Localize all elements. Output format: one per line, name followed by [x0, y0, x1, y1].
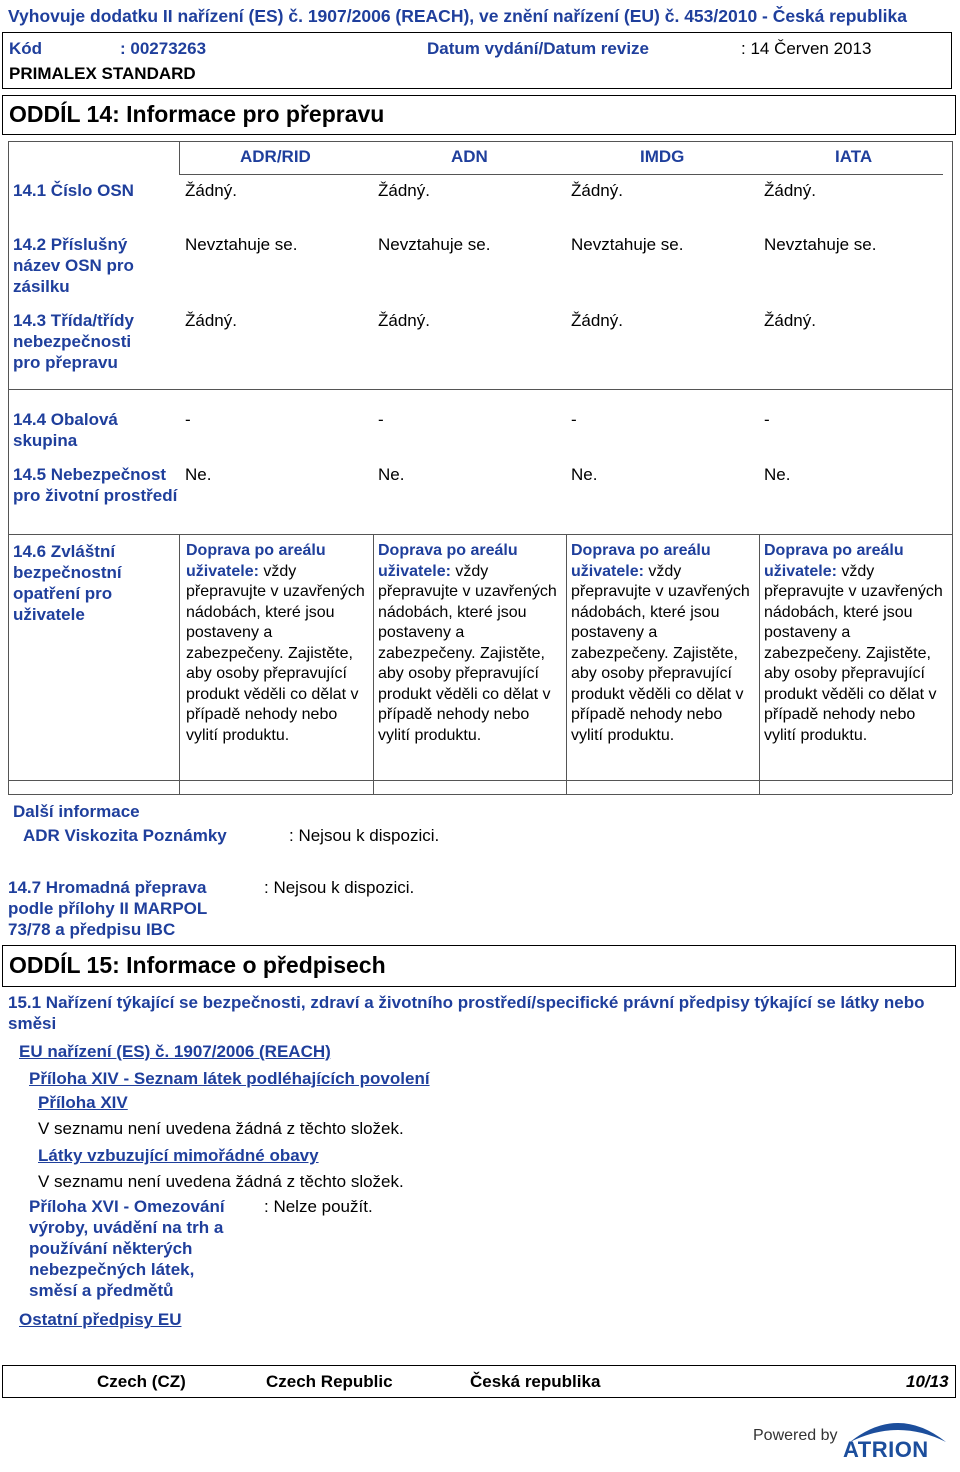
col-adr-rid: ADR/RID: [240, 147, 311, 166]
footer-country-en: Czech Republic: [266, 1372, 393, 1391]
cell-14-1-adn: Žádný.: [378, 181, 430, 200]
powered-by-text: Powered by: [753, 1427, 838, 1444]
footer-country-cz: Česká republika: [470, 1372, 601, 1391]
cell-14-1-imdg: Žádný.: [571, 181, 623, 200]
cell-14-6-adr-text: vždy přepravujte v uzavřených nádobách, které jsou postaveny a zabezpečeny. Zajistěte, aby osoby přepravující produkt věděli co dělat v případě nehody nebo vylití produktu.: [186, 562, 365, 744]
cell-14-2-adn: Nevztahuje se.: [378, 235, 491, 254]
cell-14-6-imdg: [571, 541, 753, 746]
adr-viscosity-label: ADR Viskozita Poznámky: [23, 826, 227, 845]
code-label: Kód: [9, 39, 43, 58]
cell-14-3-adr: Žádný.: [185, 311, 237, 330]
col-iata: IATA: [835, 147, 873, 166]
cell-14-3-imdg: Žádný.: [571, 311, 623, 330]
cell-14-5-iata: Ne.: [764, 465, 791, 484]
footer-language: Czech (CZ): [97, 1372, 186, 1391]
bulk-transport-value: : Nejsou k dispozici.: [264, 878, 415, 897]
cell-14-4-imdg: -: [571, 410, 577, 429]
annex-xvi-label: Příloha XVI - Omezování výroby, uvádění na trh a používání některých nebezpečných látek, směsí a předmětů: [29, 1197, 225, 1300]
row-label-14-5: 14.5 Nebezpečnost pro životní prostředí: [13, 465, 178, 505]
atrion-brand: ATRION: [843, 1437, 929, 1462]
cell-14-1-iata: Žádný.: [764, 181, 816, 200]
bulk-transport-label: 14.7 Hromadná přeprava podle přílohy II MARPOL 73/78 a předpisu IBC: [8, 878, 207, 939]
none-listed-1: V seznamu není uvedena žádná z těchto složek.: [38, 1119, 404, 1138]
row-label-14-3: 14.3 Třída/třídy nebezpečnosti pro přepravu: [13, 311, 134, 372]
cell-14-4-iata: -: [764, 410, 770, 429]
section15-title: ODDÍL 15: Informace o předpisech: [9, 952, 386, 978]
none-listed-2: V seznamu není uvedena žádná z těchto složek.: [38, 1172, 404, 1191]
cell-14-1-adr: Žádný.: [185, 181, 237, 200]
annex-xvi-value: : Nelze použít.: [264, 1197, 373, 1216]
cell-14-6-iata-bold: Doprava po areálu uživatele:: [764, 542, 904, 580]
cell-14-2-iata: Nevztahuje se.: [764, 235, 877, 254]
col-adn: ADN: [451, 147, 488, 166]
cell-14-6-adn-text: vždy přepravujte v uzavřených nádobách, které jsou postaveny a zabezpečeny. Zajistěte, aby osoby přepravující produkt věděli co dělat v případě nehody nebo vylití produktu.: [378, 562, 557, 744]
cell-14-5-imdg: Ne.: [571, 465, 598, 484]
cell-14-5-adr: Ne.: [185, 465, 212, 484]
eu-reach-heading: EU nařízení (ES) č. 1907/2006 (REACH): [19, 1042, 331, 1061]
cell-14-4-adr: -: [185, 410, 191, 429]
cell-14-6-iata-text: vždy přepravujte v uzavřených nádobách, které jsou postaveny a zabezpečeny. Zajistěte, aby osoby přepravující produkt věděli co dělat v případě nehody nebo vylití produktu.: [764, 562, 943, 744]
cell-14-3-iata: Žádný.: [764, 311, 816, 330]
footer-page: 10/13: [906, 1372, 949, 1391]
cell-14-5-adn: Ne.: [378, 465, 405, 484]
col-imdg: IMDG: [640, 147, 685, 166]
code-value: : 00273263: [120, 39, 207, 58]
annex-xiv-heading: Příloha XIV: [38, 1093, 128, 1112]
date-label: Datum vydání/Datum revize: [427, 39, 650, 58]
cell-14-6-adn-bold: Doprava po areálu uživatele:: [378, 542, 518, 580]
cell-14-2-imdg: Nevztahuje se.: [571, 235, 684, 254]
date-value: : 14 Červen 2013: [741, 39, 872, 58]
cell-14-3-adn: Žádný.: [378, 311, 430, 330]
adr-viscosity-value: : Nejsou k dispozici.: [289, 826, 440, 845]
further-info-label: Další informace: [13, 802, 140, 821]
other-eu-heading: Ostatní předpisy EU: [19, 1310, 182, 1329]
cell-14-4-adn: -: [378, 410, 384, 429]
regulation-header: Vyhovuje dodatku II nařízení (ES) č. 1907/2006 (REACH), ve znění nařízení (EU) č. 453/2010 - Česká republika: [8, 6, 907, 26]
cell-14-2-adr: Nevztahuje se.: [185, 235, 298, 254]
cell-14-6-iata: [764, 541, 946, 746]
cell-14-6-adr: [186, 541, 368, 746]
cell-14-6-adn: [378, 541, 560, 746]
cell-14-6-imdg-bold: Doprava po areálu uživatele:: [571, 542, 711, 580]
svhc-heading: Látky vzbuzující mimořádné obavy: [38, 1146, 319, 1165]
cell-14-6-adr-bold: Doprava po areálu uživatele:: [186, 542, 326, 580]
cell-14-6-imdg-text: vždy přepravujte v uzavřených nádobách, které jsou postaveny a zabezpečeny. Zajistěte, aby osoby přepravující produkt věděli co dělat v případě nehody nebo vylití produktu.: [571, 562, 750, 744]
section15-1-heading: 15.1 Nařízení týkající se bezpečnosti, zdraví a životního prostředí/specifické právní předpisy týkající se látky nebo směsi: [8, 993, 925, 1033]
row-label-14-2: 14.2 Příslušný název OSN pro zásilku: [13, 235, 134, 296]
annex-xiv-list-heading: Příloha XIV - Seznam látek podléhajících povolení: [29, 1069, 430, 1088]
row-label-14-4: 14.4 Obalová skupina: [13, 410, 118, 450]
product-name: PRIMALEX STANDARD: [9, 64, 196, 83]
section14-title: ODDÍL 14: Informace pro přepravu: [9, 101, 385, 127]
row-label-14-1: 14.1 Číslo OSN: [13, 181, 134, 200]
row-label-14-6: 14.6 Zvláštní bezpečnostní opatření pro uživatele: [13, 542, 122, 624]
